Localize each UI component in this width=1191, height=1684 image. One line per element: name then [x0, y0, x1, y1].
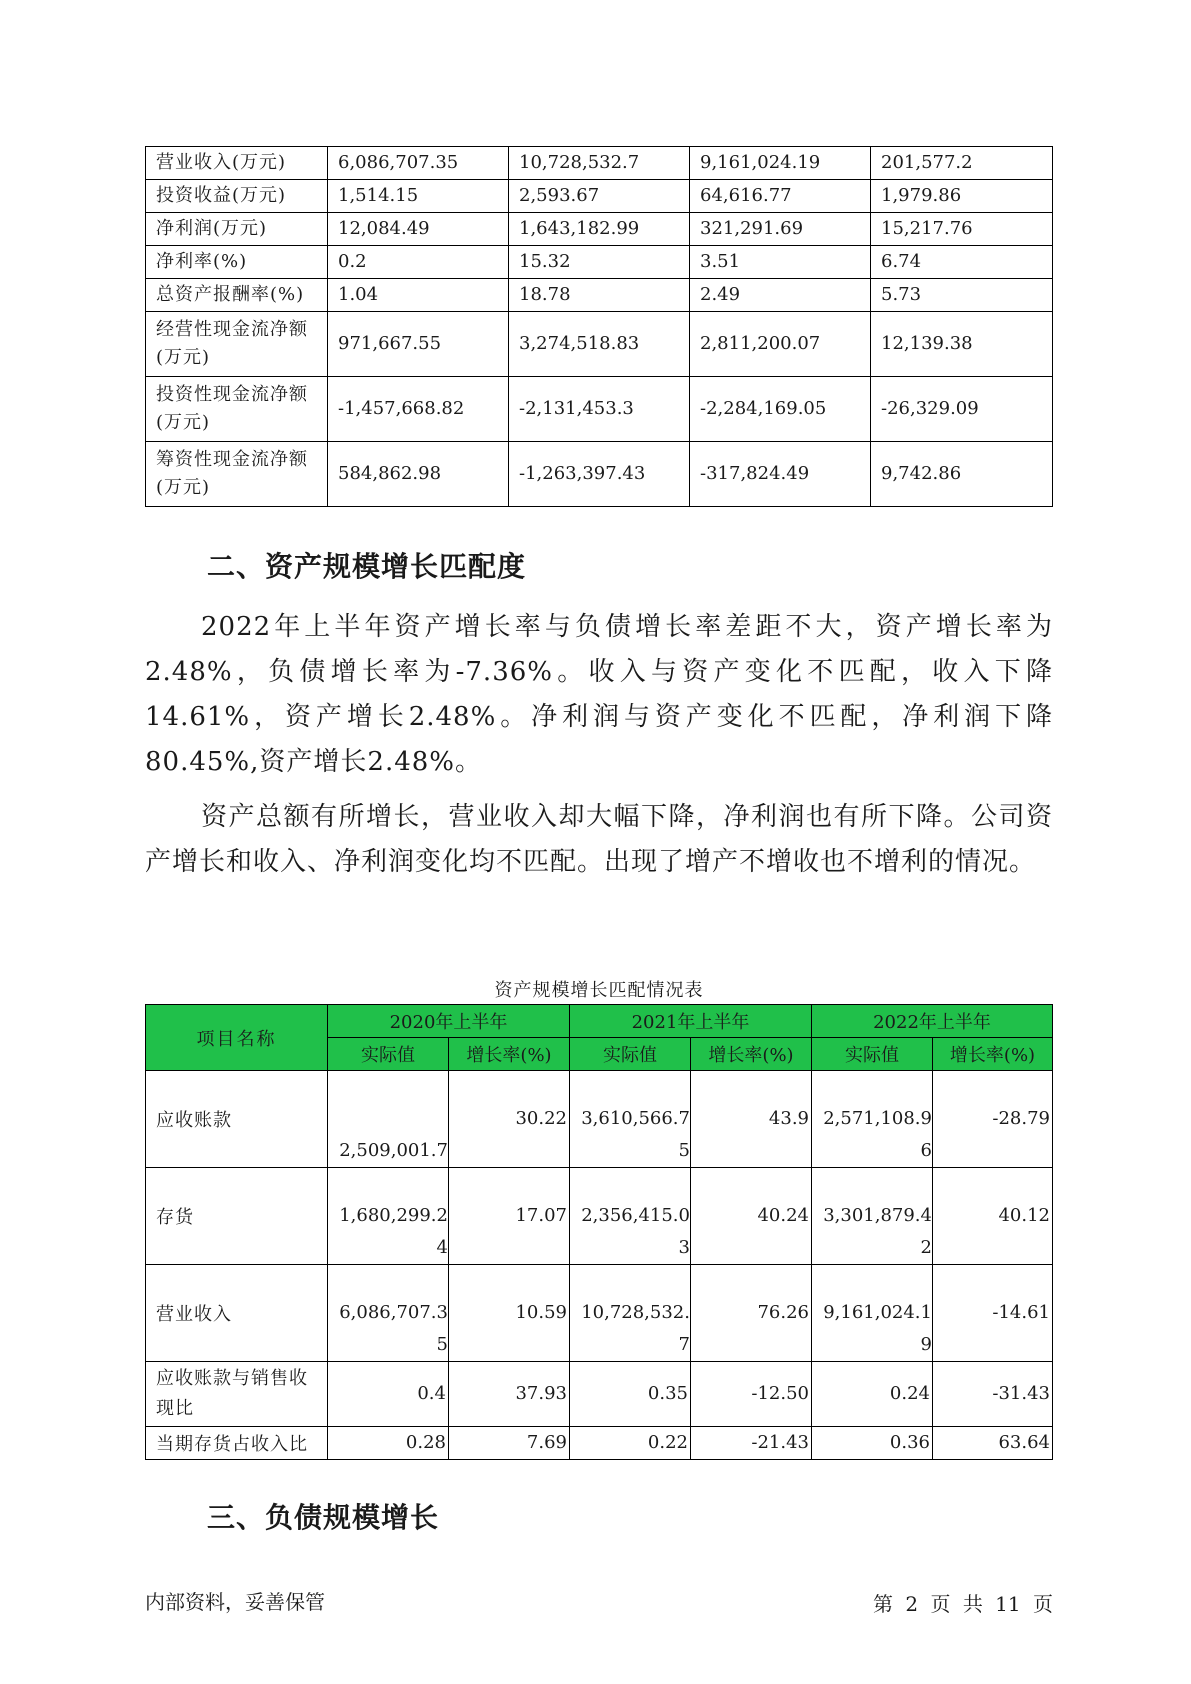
table-cell: 2,593.67 — [509, 180, 690, 213]
header-period: 2022年上半年 — [812, 1005, 1053, 1038]
table-cell: 9,161,024.19 — [690, 147, 871, 180]
table-cell: 0.35 — [570, 1362, 691, 1427]
table-cell: 2.49 — [690, 279, 871, 312]
table-cell: -14.61 — [933, 1265, 1053, 1362]
header-period: 2021年上半年 — [570, 1005, 812, 1038]
table-cell: -1,263,397.43 — [509, 442, 690, 507]
table-cell: 0.4 — [328, 1362, 449, 1427]
table-row — [146, 1362, 1053, 1427]
row-label: 存货 — [146, 1168, 328, 1265]
table-cell: -28.79 — [933, 1071, 1053, 1168]
table-cell: 6,086,707.35 — [328, 1265, 449, 1362]
header-period: 2020年上半年 — [328, 1005, 570, 1038]
table-cell: 17.07 — [449, 1168, 570, 1265]
table-cell: 12,139.38 — [871, 312, 1053, 377]
table-cell: -317,824.49 — [690, 442, 871, 507]
table-cell: 2,811,200.07 — [690, 312, 871, 377]
section-heading: 三、负债规模增长 — [207, 1501, 440, 1534]
table-cell: 1,979.86 — [871, 180, 1053, 213]
page-number: 第 2 页 共 11 页 — [873, 1592, 1053, 1616]
table-row — [146, 180, 1053, 213]
table-cell: 584,862.98 — [328, 442, 509, 507]
table-cell: 0.28 — [328, 1427, 449, 1460]
table-cell: 6,086,707.35 — [328, 147, 509, 180]
row-label: 筹资性现金流净额(万元) — [146, 442, 328, 507]
table-row — [146, 1168, 1053, 1265]
header-actual: 实际值 — [570, 1038, 691, 1071]
table-row — [146, 1427, 1053, 1460]
table-row — [146, 213, 1053, 246]
table-cell: 40.12 — [933, 1168, 1053, 1265]
table-row — [146, 442, 1053, 507]
table-cell: -26,329.09 — [871, 377, 1053, 442]
table-cell: 64,616.77 — [690, 180, 871, 213]
table-cell: 3,274,518.83 — [509, 312, 690, 377]
table-cell: 10,728,532.7 — [509, 147, 690, 180]
table-caption: 资产规模增长匹配情况表 — [494, 980, 704, 1001]
table-cell: 9,742.86 — [871, 442, 1053, 507]
row-label: 净利率(%) — [146, 246, 328, 279]
table-cell: 0.36 — [812, 1427, 933, 1460]
table-cell: -21.43 — [691, 1427, 812, 1460]
row-label: 当期存货占收入比 — [146, 1427, 328, 1460]
financial-summary-table — [145, 146, 1053, 507]
table-cell: 1,680,299.24 — [328, 1168, 449, 1265]
header-growth: 增长率(%) — [449, 1038, 570, 1071]
table-cell: 7.69 — [449, 1427, 570, 1460]
header-growth: 增长率(%) — [691, 1038, 812, 1071]
table-cell: 1,643,182.99 — [509, 213, 690, 246]
table-cell: 12,084.49 — [328, 213, 509, 246]
table-row — [146, 147, 1053, 180]
row-label: 营业收入 — [146, 1265, 328, 1362]
table-row — [146, 279, 1053, 312]
header-actual: 实际值 — [812, 1038, 933, 1071]
table-row — [146, 312, 1053, 377]
table-cell: 30.22 — [449, 1071, 570, 1168]
table-cell: 15.32 — [509, 246, 690, 279]
table-cell: 10.59 — [449, 1265, 570, 1362]
table-cell: 1.04 — [328, 279, 509, 312]
table-row — [146, 377, 1053, 442]
table-cell: 1,514.15 — [328, 180, 509, 213]
table-cell: 3,610,566.75 — [570, 1071, 691, 1168]
table-cell: -1,457,668.82 — [328, 377, 509, 442]
table-cell: 0.2 — [328, 246, 509, 279]
body-paragraph: 资产总额有所增长，营业收入却大幅下降，净利润也有所下降。公司资产增长和收入、净利润变化均不匹配。出现了增产不增收也不增利的情况。 — [145, 802, 1053, 877]
table-cell: 63.64 — [933, 1427, 1053, 1460]
table-cell: 321,291.69 — [690, 213, 871, 246]
table-cell: 5.73 — [871, 279, 1053, 312]
asset-growth-table — [145, 1004, 1053, 1460]
table-cell: 43.9 — [691, 1071, 812, 1168]
table-cell: 201,577.2 — [871, 147, 1053, 180]
table-cell: -31.43 — [933, 1362, 1053, 1427]
table-cell: 2,509,001.7 — [328, 1071, 449, 1168]
table-cell: 40.24 — [691, 1168, 812, 1265]
row-label: 经营性现金流净额(万元) — [146, 312, 328, 377]
table-row — [146, 1265, 1053, 1362]
table-row — [146, 1071, 1053, 1168]
table-cell: 9,161,024.19 — [812, 1265, 933, 1362]
table-cell: 10,728,532.7 — [570, 1265, 691, 1362]
row-label: 投资性现金流净额(万元) — [146, 377, 328, 442]
table-cell: 2,571,108.96 — [812, 1071, 933, 1168]
table-cell: 18.78 — [509, 279, 690, 312]
table-cell: 0.24 — [812, 1362, 933, 1427]
table-cell: -2,284,169.05 — [690, 377, 871, 442]
table-cell: 2,356,415.03 — [570, 1168, 691, 1265]
row-label: 投资收益(万元) — [146, 180, 328, 213]
table-cell: 3,301,879.42 — [812, 1168, 933, 1265]
table-row — [146, 246, 1053, 279]
table-cell: 6.74 — [871, 246, 1053, 279]
row-label: 总资产报酬率(%) — [146, 279, 328, 312]
row-label: 净利润(万元) — [146, 213, 328, 246]
footer-confidential-note: 内部资料，妥善保管 — [145, 1590, 325, 1614]
table-cell: 0.22 — [570, 1427, 691, 1460]
table-cell: 76.26 — [691, 1265, 812, 1362]
header-item-name: 项目名称 — [146, 1005, 328, 1071]
table-cell: 15,217.76 — [871, 213, 1053, 246]
header-actual: 实际值 — [328, 1038, 449, 1071]
header-growth: 增长率(%) — [933, 1038, 1053, 1071]
table-cell: 971,667.55 — [328, 312, 509, 377]
body-paragraph: 2022年上半年资产增长率与负债增长率差距不大，资产增长率为2.48%，负债增长率为-7.36%。收入与资产变化不匹配，收入下降14.61%，资产增长2.48%。净利润与资产变化不匹配，净利润下降80.45%,资产增长2.48%。 — [145, 612, 1053, 777]
row-label: 营业收入(万元) — [146, 147, 328, 180]
table-cell: -12.50 — [691, 1362, 812, 1427]
table-cell: 3.51 — [690, 246, 871, 279]
row-label: 应收账款与销售收现比 — [146, 1362, 328, 1427]
section-heading: 二、资产规模增长匹配度 — [207, 550, 527, 583]
table-cell: -2,131,453.3 — [509, 377, 690, 442]
row-label: 应收账款 — [146, 1071, 328, 1168]
table-cell: 37.93 — [449, 1362, 570, 1427]
